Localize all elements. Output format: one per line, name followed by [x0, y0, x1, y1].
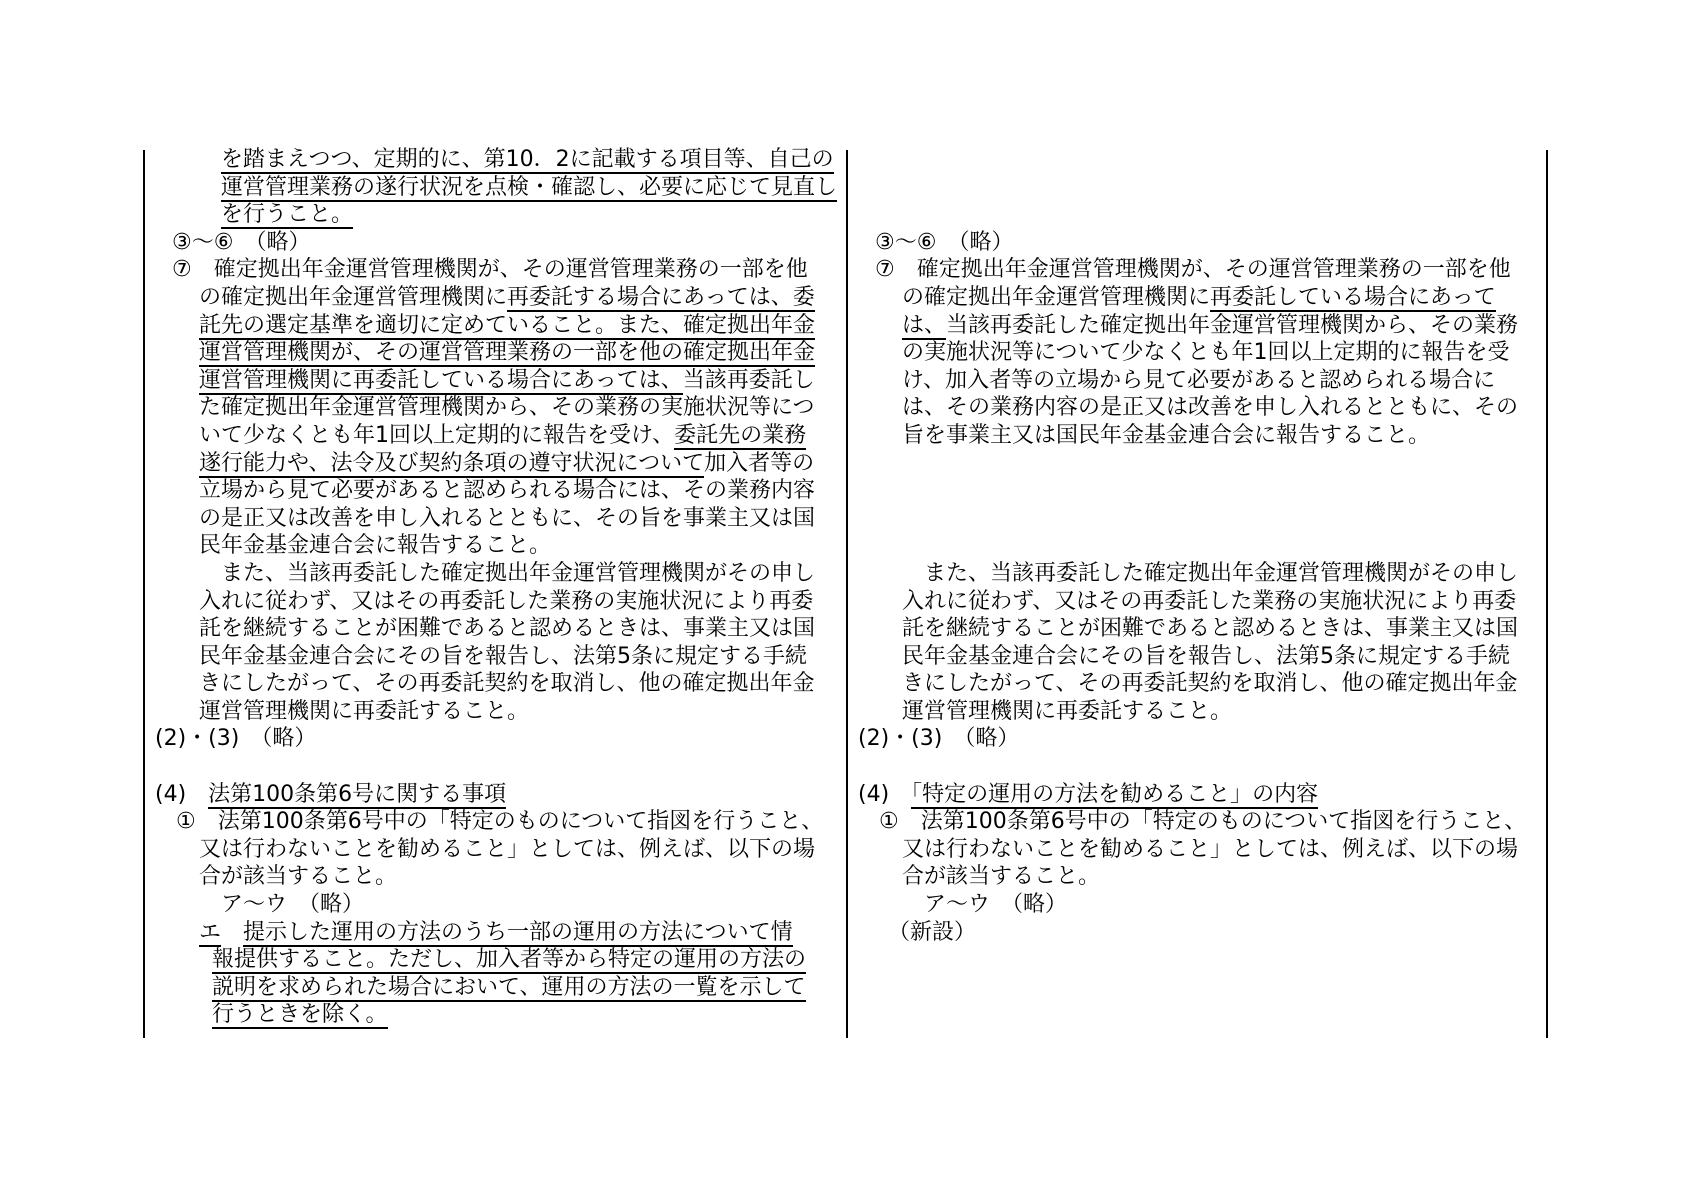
text-line	[155, 339, 845, 367]
text-line	[155, 450, 845, 478]
text-segment: いて少なくとも年1回以上定期的に報告を受け、	[199, 422, 675, 448]
underlined-revision-text: エ	[199, 919, 222, 945]
text-segment: 運営管理機関に再委託すること。	[199, 698, 530, 724]
text-segment: 民年金基金連合会に報告すること。	[199, 533, 552, 559]
text-line	[155, 670, 845, 698]
underlined-revision-text: を踏まえつつ、定期的に、第10．2に記載する項目等、自己の	[221, 147, 834, 172]
text-segment: ⑦ 確定拠出年金運営管理機関が、その運営管理業務の一部を他	[875, 257, 1511, 283]
text-line	[155, 174, 845, 202]
text-line	[155, 946, 845, 974]
text-line	[155, 863, 845, 891]
text-segment: 当該再委託し	[682, 367, 815, 393]
text-line	[155, 919, 845, 947]
text-line	[155, 560, 845, 588]
text-line	[858, 229, 1548, 257]
text-line	[858, 615, 1548, 643]
text-line	[155, 974, 845, 1002]
text-segment: 入れに従わず、又はその再委託した業務の実施状況により再委	[902, 588, 1517, 614]
underlined-revision-text: 運営管理機関が、その運営管理業務の一部を他の確定拠出年金	[199, 340, 816, 366]
text-segment: け、加入者等の立場から見て必要があると認められる場合に	[902, 367, 1496, 393]
text-line	[155, 229, 845, 257]
underlined-revision-text: 託先の選定基準を適切に定めていること。また、確定拠出年金	[199, 312, 816, 338]
text-line	[858, 174, 1548, 202]
text-line	[155, 753, 845, 781]
text-line	[155, 284, 845, 312]
underlined-revision-text: 運営管理業務の遂行状況を点検・確認し、必要に応じて見直し	[221, 174, 838, 200]
text-segment: 民年金基金連合会にその旨を報告し、法第5条に規定する手続	[902, 643, 1510, 669]
text-segment: （新設）	[888, 919, 977, 945]
text-line	[858, 891, 1548, 919]
text-line	[858, 284, 1548, 312]
text-line	[155, 725, 845, 753]
text-line	[858, 808, 1548, 836]
text-segment: 運営管理機関に再委託すること。	[902, 698, 1233, 724]
text-line	[155, 643, 845, 671]
text-segment: ③～⑥ （略）	[875, 229, 1014, 255]
text-segment: 又は行わないことを勧めること」としては、例えば、以下の場	[902, 836, 1519, 862]
text-line	[858, 477, 1548, 505]
text-segment: 加入者等の	[704, 450, 815, 476]
text-segment: きにしたがって、その再委託契約を取消し、他の確定拠出年金	[902, 671, 1518, 697]
text-line	[155, 1001, 845, 1029]
text-segment: また、当該再委託した確定拠出年金運営管理機関がその申し	[221, 560, 816, 586]
text-line	[155, 698, 845, 726]
text-line	[858, 339, 1548, 367]
text-line	[858, 670, 1548, 698]
text-segment: の確定拠出年金運営管理機関に	[199, 284, 508, 310]
text-line	[858, 698, 1548, 726]
text-segment: 当該再委託した確定拠出年金運営管理機関から、その業務	[946, 312, 1519, 338]
text-line	[858, 753, 1548, 781]
text-segment: た確定拠出年金運営管理機関から、その業務の実施状況等につ	[199, 395, 815, 421]
underlined-revision-text: 再委託している場合にあって	[1210, 284, 1496, 310]
text-line	[858, 643, 1548, 671]
text-segment: ① 法第100条第6号中の「特定のものについて指図を行うこと、	[879, 809, 1527, 835]
right-column	[858, 146, 1548, 946]
text-segment: 合が該当すること。	[199, 864, 398, 890]
text-segment: 託を継続することが困難であると認めるときは、事業主又は国	[902, 616, 1519, 642]
text-line	[858, 725, 1548, 753]
text-segment: の是正又は改善を申し入れるとともに、その旨を事業主又は国	[199, 505, 816, 531]
text-line	[858, 146, 1548, 174]
text-segment: 又は行わないことを勧めること」としては、例えば、以下の場	[199, 836, 816, 862]
text-line	[155, 201, 845, 229]
text-segment: 入れに従わず、又はその再委託した業務の実施状況により再委	[199, 588, 814, 614]
underlined-revision-text: は、	[902, 312, 947, 338]
text-line	[858, 836, 1548, 864]
text-segment: 立場から見て必要があると認められる場合には、その業務内容	[199, 478, 816, 504]
table-rule-middle	[846, 150, 848, 1038]
underlined-revision-text: 説明を求められた場合において、運用の方法の一覧を示して	[212, 974, 806, 1000]
text-line	[155, 256, 845, 284]
text-line	[155, 836, 845, 864]
text-line	[858, 588, 1548, 616]
text-line	[858, 560, 1548, 588]
text-line	[155, 505, 845, 533]
underlined-revision-text: 委託先の業務	[674, 422, 807, 448]
text-segment: は、その業務内容の是正又は改善を申し入れるとともに、その	[902, 395, 1519, 421]
text-segment: (2)・(3) （略）	[858, 726, 1020, 752]
underlined-revision-text: 報提供すること。ただし、加入者等から特定の運用の方法の	[212, 947, 807, 973]
underlined-revision-text: 行うときを除く。	[212, 1002, 388, 1028]
text-line	[858, 256, 1548, 284]
text-line	[155, 312, 845, 340]
text-segment: (2)・(3) （略）	[155, 726, 317, 752]
text-line	[858, 919, 1548, 947]
underlined-revision-text: 運営管理機関に再委託している場合にあっては、	[199, 367, 683, 393]
left-column	[155, 146, 845, 1029]
text-segment	[221, 920, 243, 945]
text-line	[858, 201, 1548, 229]
text-segment: の確定拠出年金運営管理機関に	[902, 284, 1211, 310]
text-line	[858, 781, 1548, 809]
text-segment: ア～ウ （略）	[221, 892, 365, 918]
text-line	[155, 367, 845, 395]
underlined-revision-text: を行うこと。	[221, 202, 354, 228]
text-segment: 旨を事業主又は国民年金基金連合会に報告すること。	[902, 422, 1431, 448]
text-line	[858, 422, 1548, 450]
underlined-revision-text: 法第100条第6号に関する事項	[208, 781, 507, 807]
text-segment: また、当該再委託した確定拠出年金運営管理機関がその申し	[924, 560, 1519, 586]
text-line	[858, 450, 1548, 478]
text-line	[155, 422, 845, 450]
text-segment: 合が該当すること。	[902, 864, 1101, 890]
text-segment: (4)	[858, 781, 912, 807]
text-line	[858, 505, 1548, 533]
underlined-revision-text: 再委託する場合にあっては、委	[507, 284, 815, 310]
text-segment: ア～ウ （略）	[924, 892, 1068, 918]
text-line	[155, 394, 845, 422]
text-segment: ⑦ 確定拠出年金運営管理機関が、その運営管理業務の一部を他	[172, 257, 808, 283]
text-line	[155, 781, 845, 809]
text-segment: 託を継続することが困難であると認めるときは、事業主又は国	[199, 616, 816, 642]
text-line	[155, 808, 845, 836]
text-line	[155, 891, 845, 919]
underlined-revision-text: 提示した運用の方法のうち一部の運用の方法について情	[243, 919, 793, 945]
text-segment: きにしたがって、その再委託契約を取消し、他の確定拠出年金	[199, 671, 815, 697]
underlined-revision-text: 「特定の運用の方法を勧めること」の内容	[911, 781, 1319, 807]
text-line	[155, 146, 845, 174]
text-line	[858, 532, 1548, 560]
text-segment: 民年金基金連合会にその旨を報告し、法第5条に規定する手続	[199, 643, 807, 669]
text-segment: ① 法第100条第6号中の「特定のものについて指図を行うこと、	[176, 809, 824, 835]
underlined-revision-text: 遂行能力や、法令及び契約条項の遵守状況について	[199, 450, 705, 476]
text-line	[858, 863, 1548, 891]
text-segment: ③～⑥ （略）	[172, 229, 311, 255]
text-line	[858, 312, 1548, 340]
text-line	[155, 615, 845, 643]
text-line	[858, 367, 1548, 395]
text-line	[155, 588, 845, 616]
table-rule-left	[143, 150, 145, 1038]
text-line	[858, 394, 1548, 422]
text-segment: (4)	[155, 781, 209, 807]
text-line	[155, 477, 845, 505]
text-line	[155, 532, 845, 560]
text-segment: の実施状況等について少なくとも年1回以上定期的に報告を受	[902, 340, 1510, 366]
